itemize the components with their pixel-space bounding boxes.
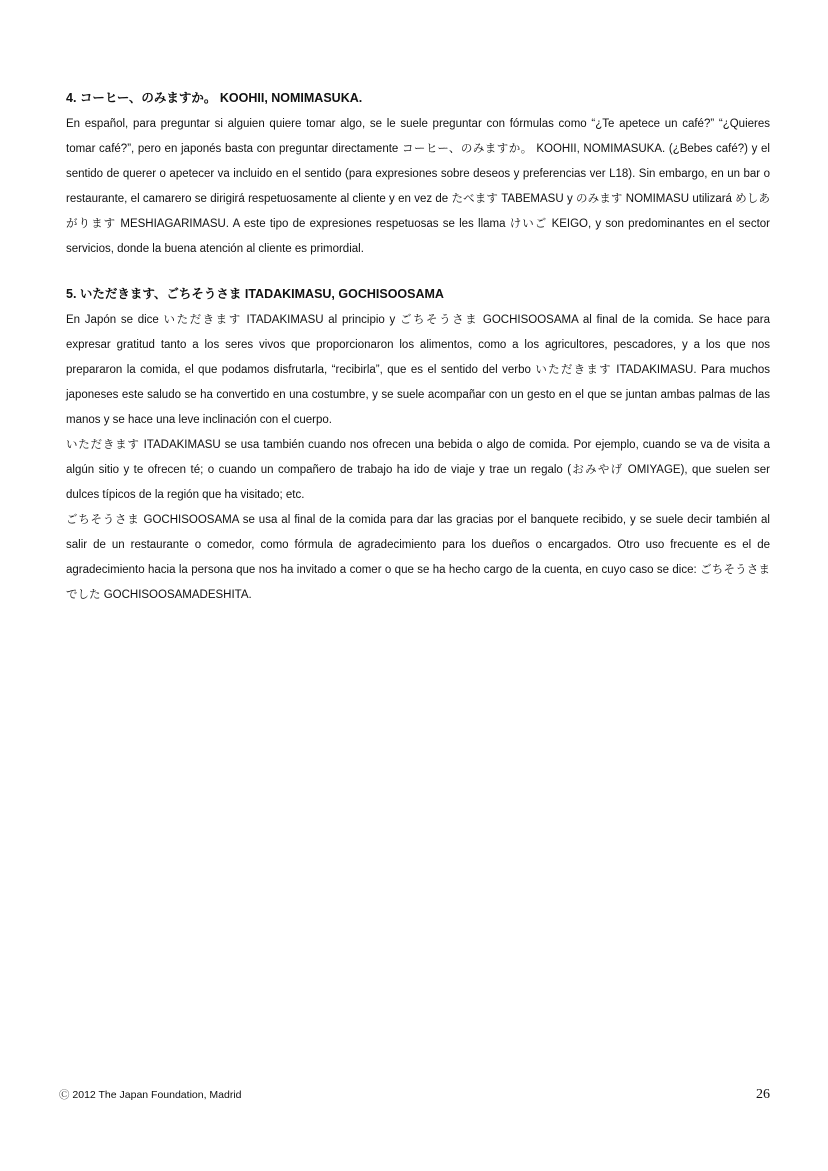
section-title: 5. いただきます、ごちそうさま ITADAKIMASU, GOCHISOOSAMA (66, 287, 444, 301)
paragraph: ごちそうさま GOCHISOOSAMA se usa al final de la comida para dar las gracias por el banquete recibido, y se suele decir también al salir de un restaurante o comedor, como fórmula de agradecimiento para los dueños o encargados. Otro uso frecuente es el de agradecimiento hacia la persona que nos ha invitado a comer o que se ha hecho cargo de la cuenta, en cuyo caso se dice: ごちそうさまでした GOCHISOOSAMADESHITA. (66, 514, 770, 601)
section-5 (66, 284, 770, 608)
paragraph: いただきます ITADAKIMASU se usa también cuando nos ofrecen una bebida o algo de comida. Por ejemplo, cuando se va de visita a algún sitio y te ofrecen té; o cuando un compañero de trabajo ha ido de viaje y trae un regalo (おみやげ OMIYAGE), que suelen ser dulces típicos de la región que ha visitado; etc. (66, 439, 770, 501)
paragraph: En Japón se dice いただきます ITADAKIMASU al principio y ごちそうさま GOCHISOOSAMA al final de la comida. Se hace para expresar gratitud tanto a los seres vivos que proporcionaron los alimentos, como a los agricultores, pescadores, y a los que nos prepararon la comida, el que podamos disfrutarla, “recibirla”, que es el sentido del verbo いただきます ITADAKIMASU. Para muchos japoneses este saludo se ha convertido en una costumbre, y se suele acompañar con un gesto en el que se juntan ambas palmas de las manos y se hace una leve inclinación con el cuerpo. (66, 314, 770, 426)
paragraph: En español, para preguntar si alguien quiere tomar algo, se le suele preguntar con fórmulas como “¿Te apetece un café?” “¿Quieres tomar café?”, pero en japonés basta con preguntar directamente コーヒー、のみますか。 KOOHII, NOMIMASUKA. (¿Bebes café?) y el sentido de querer o apetecer va incluido en el sentido (para expresiones sobre deseos y preferencias ver L18). Sin embargo, en un bar o restaurante, el camarero se dirigirá respetuosamente al cliente y en vez de たべます TABEMASU y のみます NOMIMASU utilizará めしあがります MESHIAGARIMASU. A este tipo de expresiones respetuosas se les llama けいご KEIGO, y son predominantes en el sector servicios, donde la buena atención al cliente es primordial. (66, 118, 770, 255)
footer-copyright: Ⓒ 2012 The Japan Foundation, Madrid (59, 1089, 242, 1101)
section-4 (66, 88, 770, 262)
document-body (66, 88, 770, 630)
page-number: 26 (756, 1087, 770, 1102)
section-title: 4. コーヒー、のみますか。 KOOHII, NOMIMASUKA. (66, 91, 363, 105)
